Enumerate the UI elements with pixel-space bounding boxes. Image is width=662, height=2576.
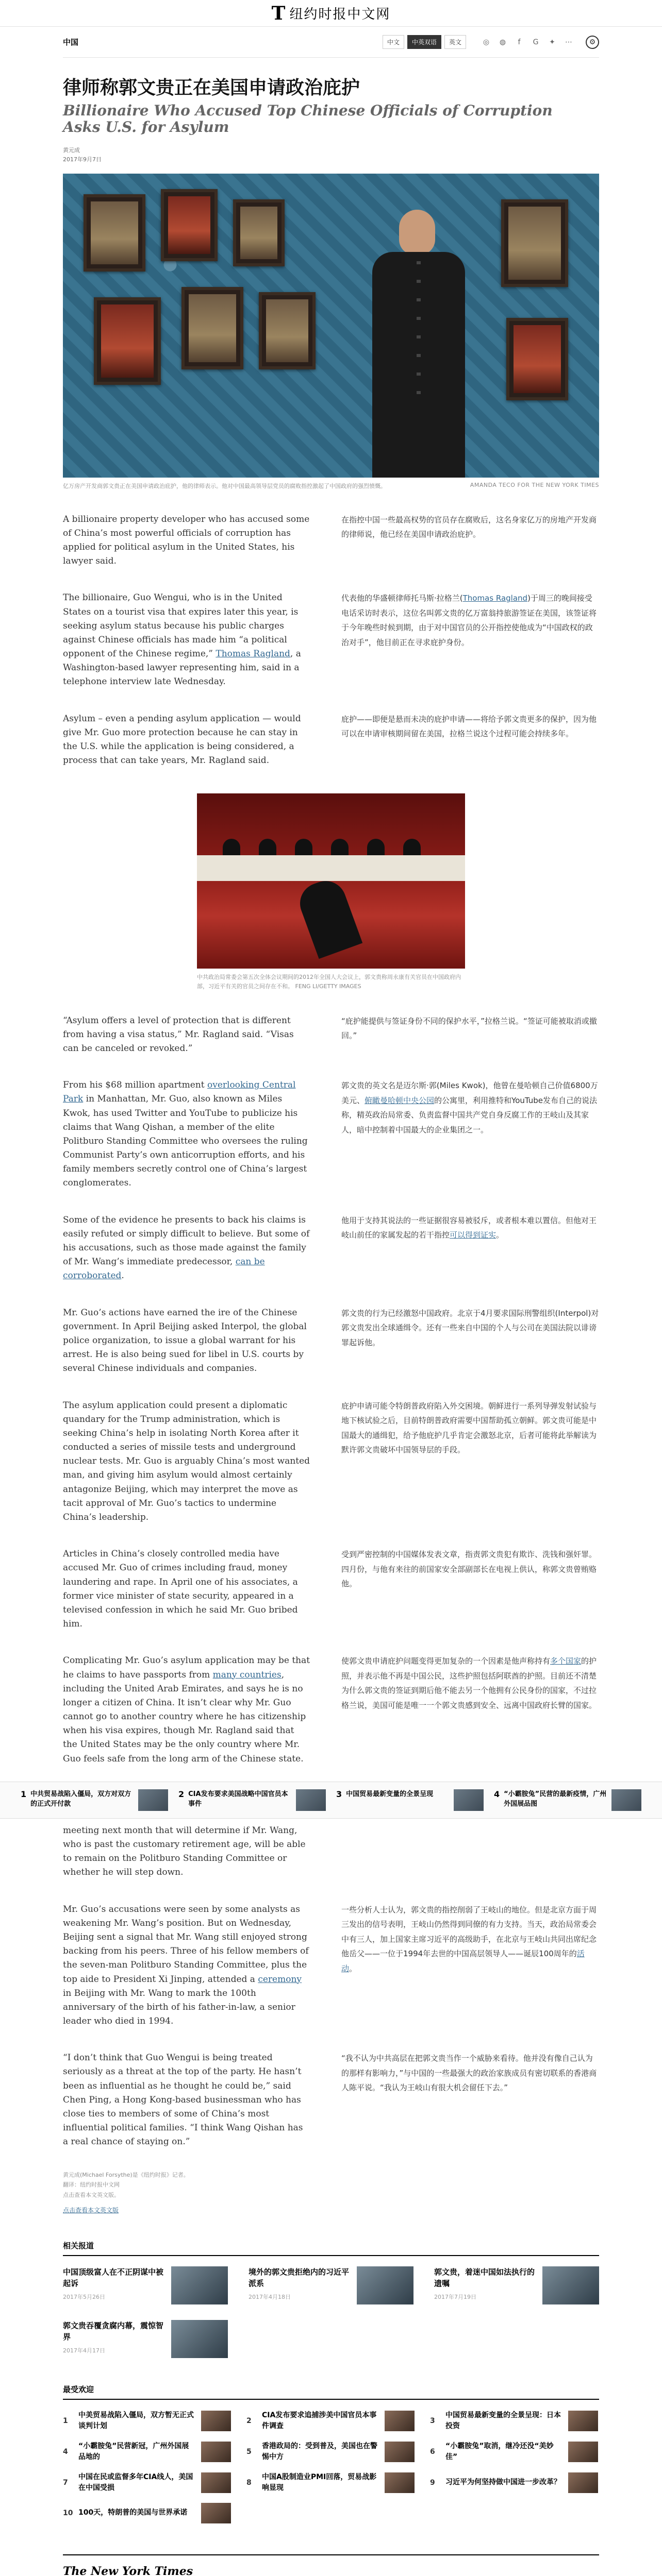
popular-thumbnail xyxy=(568,2472,598,2493)
author-name[interactable]: 黄元成 xyxy=(63,147,80,154)
paragraph-zh: 一些分析人士认为，郭文贵的指控削弱了王岐山的地位。但是北京方面于周三发出的信号表明，王岐山仍然得到同僚的有力支持。当天，政治局常委会中有三人，加上国家主席习近平的高级助手，在北京与王岐山共同出席纪念他岳父——一位于1994年去世的中国高层领导人——诞辰100周年的活动。 xyxy=(341,1905,597,1973)
paragraph-zh xyxy=(341,1824,599,1880)
paragraph-pair xyxy=(63,712,599,768)
popular-thumbnail xyxy=(385,2442,415,2462)
related-thumbnail xyxy=(171,2320,228,2358)
paragraph-pair xyxy=(63,1824,599,1880)
many-countries-link-zh[interactable]: 多个国家 xyxy=(550,1656,582,1666)
lead-photo-credit: AMANDA TECO FOR THE NEW YORK TIMES xyxy=(470,481,599,488)
mid-photo xyxy=(197,793,465,969)
popular-item[interactable]: 8 中国A股制造业PMI回落，贸易战影响显现 xyxy=(246,2472,415,2494)
lang-english-button[interactable]: 英文 xyxy=(444,35,466,49)
related-thumbnail xyxy=(542,2266,599,2304)
reco-item[interactable]: 2 CIA发布要求美国战略中国官员本事件 xyxy=(178,1789,326,1811)
popular-item[interactable]: 3 中国贸易最新变量的全景呈现：日本投资 xyxy=(430,2410,598,2432)
share-bar xyxy=(482,38,573,46)
corroborated-link-zh[interactable]: 可以得到证实 xyxy=(450,1230,496,1240)
related-grid xyxy=(63,2266,599,2358)
paragraph-zh: “我不认为中共高层在把郭文贵当作一个威胁来看待。他并没有像自己认为的那样有影响力，”与中国的一些最强大的政治家族成员有密切联系的香港商人陈平说。“我认为王岐山有很大机会留任下去。” xyxy=(341,2054,597,2093)
portrait-figure xyxy=(362,205,475,478)
popular-item[interactable]: 4 “小霸胺兔”民营新冠，广州外国展品地的 xyxy=(63,2441,231,2463)
paragraph-en: The asylum application could present a diplomatic quandary for the Trump administration, which is seeking China’s help in isolating North Korea after it conducted a series of missile tests and underground nuclear tests. Mr. Guo is arguably China’s most wanted man, and giving him asylum would almost certainly antagonize Beijing, which may interpret the move as tacit approval of Mr. Guo’s tactics to undermine China’s leadership. xyxy=(63,1400,310,1522)
related-item[interactable]: 中国顶级富人在不正阴谋中被起诉 2017年5月26日 xyxy=(63,2266,228,2304)
ceremony-link-zh[interactable]: 活动 xyxy=(341,1949,585,1973)
article-toolbar xyxy=(63,27,599,58)
paragraph-pair xyxy=(63,1306,599,1376)
english-version-link-block xyxy=(63,2206,599,2214)
paragraph-pair xyxy=(63,591,599,689)
related-thumbnail xyxy=(357,2266,413,2304)
paragraph-zh: 郭文贵的英文名是迈尔斯·郭(Miles Kwok)，他曾在曼哈顿自己价值6800万美元、俯瞰曼哈顿中央公园的公寓里，利用推特和YouTube发布自己的说法称，精英政治局常委、负责监督中国共产党自身反腐工作的王岐山及其家人，暗中控制着中国最大的企业集团之一。 xyxy=(341,1081,598,1134)
paragraph-en: meeting next month that will determine if Mr. Wang, who is past the customary retirement age, will be able to remain on the Politburo Standing Committee or whether he will step down. xyxy=(63,1825,306,1878)
paragraph-en: Mr. Guo’s accusations were seen by some analysts as weakening Mr. Wang’s position. But on Wednesday, Beijing sent a signal that Mr. Wang still enjoyed strong backing from his peers. Three of his fellow members of the seven-man Politburo Standing Committee, plus the top aide to President Xi Jinping, attended a ceremony in Beijing with Mr. Wang to mark the 100th anniversary of the birth of his father-in-law, a senior leader who died in 1994. xyxy=(63,1904,309,2027)
headline-block xyxy=(63,58,599,164)
lead-caption xyxy=(63,482,599,490)
related-item[interactable]: 郭文贵吞覆贪腐内幕，震惊智界 2017年4月17日 xyxy=(63,2320,228,2358)
popular-thumbnail xyxy=(385,2472,415,2493)
byline xyxy=(63,146,599,164)
paragraph-en: “I don’t think that Guo Wengui is being treated seriously as a threat at the top of the party. He hasn’t been as influential as he thought he could be,” said Chen Ping, a Hong Kong-based businessman who has close ties to members of some of China’s most influential political families. “I think Wang Qishan has a real chance of staying on.” xyxy=(63,2053,303,2147)
english-version-link[interactable]: 点击查看本文英文版 xyxy=(63,2206,119,2214)
central-park-link-zh[interactable]: 俯瞰曼哈顿中央公园 xyxy=(365,1095,435,1105)
popular-item[interactable]: 6 “小霸胺兔”取消，继冷还没“美妙佳” xyxy=(430,2441,598,2463)
paragraph-pair xyxy=(63,1399,599,1525)
lead-photo xyxy=(63,174,599,478)
reco-thumbnail xyxy=(454,1789,484,1811)
paragraph-pair xyxy=(63,1547,599,1631)
paragraph-zh: 使郭文贵申请庇护问题变得更加复杂的一个因素是他声称持有多个国家的护照，并表示他不再是中国公民，这些护照包括阿联酋的护照。目前还不清楚为什么郭文贵的签证到期后他不能去另一个他拥有公民身份的国家，不过拉格兰说，美国可能是唯一一个郭文贵感到安全、远离中国政府长臂的国家。 xyxy=(341,1656,597,1710)
related-item[interactable]: 境外的郭文贵拒绝内的习近平派系 2017年4月18日 xyxy=(249,2266,413,2304)
popular-item[interactable]: 9 习近平为何坚持做中国进一步改革？ xyxy=(430,2472,598,2494)
footer-logo[interactable]: The New York Times xyxy=(63,2564,193,2576)
settings-gear-icon[interactable]: ⚙ xyxy=(586,36,599,49)
paragraph-pair xyxy=(63,513,599,569)
section-label[interactable]: 中国 xyxy=(63,38,79,47)
reco-thumbnail xyxy=(138,1789,168,1811)
article xyxy=(63,58,599,1766)
mid-figure xyxy=(197,793,465,991)
paragraph-zh: “庇护能提供与签证身份不同的保护水平，”拉格兰说。“签证可能被取消或撤回。” xyxy=(341,1016,597,1041)
recommendation-bar xyxy=(0,1782,662,1819)
paragraph-en: “Asylum offers a level of protection that is different from having a visa status,” Mr. Ragland said. “Visas can be canceled or revoked.” xyxy=(63,1015,294,1054)
lead-caption-text: 亿万房产开发商郭文贵正在美国申请政治庇护，他的律师表示。他对中国最高领导层党员的腐败指控激起了中国政府的强烈愤慨。 xyxy=(63,482,386,489)
author-note: 黄元成(Michael Forsythe)是《纽约时报》记者。 翻译：纽约时报中文网 点击查看本文英文版。 xyxy=(63,2171,189,2199)
popular-thumbnail xyxy=(568,2411,598,2431)
paragraph-pair xyxy=(63,1213,599,1283)
site-footer xyxy=(63,2554,599,2576)
more-icon[interactable]: ⋯ xyxy=(565,38,572,46)
paragraph-en: Mr. Guo’s actions have earned the ire of the Chinese government. In April Beijing asked Interpol, the global police organization, to issue a global warrant for his arrest. He is also being sued for libel in U.S. courts by several Chinese individuals and companies. xyxy=(63,1307,307,1374)
mid-caption xyxy=(197,973,465,991)
paragraph-pair xyxy=(63,1654,599,1766)
popular-title: 最受欢迎 xyxy=(63,2384,599,2400)
paragraph-en: Some of the evidence he presents to back his claims is easily refuted or simply difficult to believe. But some of his accusations, such as those made against the family of Mr. Wang’s immediate predecessor, can be corroborated. xyxy=(63,1214,310,1281)
lang-bilingual-button[interactable]: 中英双语 xyxy=(407,35,441,49)
many-countries-link[interactable]: many countries xyxy=(212,1669,282,1680)
popular-item[interactable]: 10 100天，特朗普的美国与世界承诺 xyxy=(63,2503,231,2523)
reco-thumbnail xyxy=(296,1789,326,1811)
paragraph-zh: 代表他的华盛顿律师托马斯·拉格兰(Thomas Ragland)于周三的晚间接受电话采访时表示，这位名叫郭文贵的亿万富翁持旅游签证在美国，该签证将于今年晚些时候到期，由于对中国官员的公开指控使他成为“中国政权的政治对手”，他目前正在寻求庇护身份。 xyxy=(341,594,597,647)
popular-thumbnail xyxy=(385,2411,415,2431)
paragraph-en: From his $68 million apartment overlooking Central Park in Manhattan, Mr. Guo, also known as Miles Kwok, has used Twitter and YouTube to publicize his claims that Wang Qishan, a member of the elite Politburo Standing Committee who oversees the ruling Communist Party’s own anticorruption efforts, and his family members secretly control one of China’s largest conglomerates. xyxy=(63,1080,308,1189)
site-logo[interactable] xyxy=(272,3,391,24)
popular-thumbnail xyxy=(201,2472,231,2493)
article-continued xyxy=(63,1824,599,2523)
masthead xyxy=(0,0,662,27)
popular-thumbnail xyxy=(201,2442,231,2462)
popular-thumbnail xyxy=(201,2411,231,2431)
facebook-icon[interactable]: f xyxy=(518,38,521,46)
popular-thumbnail xyxy=(568,2442,598,2462)
popular-list xyxy=(63,2410,599,2523)
mid-photo-credit: FENG LI/GETTY IMAGES xyxy=(295,982,361,990)
paragraph-en: A billionaire property developer who has accused some of China’s most powerful officials of corruption has applied for political asylum in the United States, his lawyer said. xyxy=(63,514,310,567)
paragraph-en: Asylum – even a pending asylum application — would give Mr. Guo more protection because he can stay in the U.S. while the application is being considered, a process that can take years, Mr. Ragland said. xyxy=(63,713,301,766)
ragland-link[interactable]: Thomas Ragland xyxy=(216,649,290,659)
publish-date: 2017年9月7日 xyxy=(63,156,102,163)
lead-figure xyxy=(63,174,599,490)
paragraph-zh: 郭文贵的行为已经激怒中国政府。北京于4月要求国际刑警组织(Interpol)对郭文贵发出全球通缉令。还有一些来自中国的个人与公司在美国法院以诽谤罪起诉他。 xyxy=(341,1308,599,1347)
popular-item[interactable]: 2 CIA发布要求追捕涉美中国官员本事件调查 xyxy=(246,2410,415,2432)
ragland-link-zh[interactable]: Thomas Ragland xyxy=(462,594,528,603)
paragraph-pair xyxy=(63,1903,599,2029)
popular-item[interactable]: 7 中国在民或监督多年CIA线人，美国在中国受损 xyxy=(63,2472,231,2494)
reco-item[interactable]: 1 中共贸易战陷入僵局，双方对双方的正式开付款 xyxy=(21,1789,168,1811)
paragraph-pair xyxy=(63,1078,599,1191)
wechat-icon[interactable]: ◍ xyxy=(499,38,506,46)
twitter-icon[interactable]: ✦ xyxy=(549,38,555,46)
google-plus-icon[interactable]: G xyxy=(533,38,539,46)
paragraph-en: Articles in China’s closely controlled media have accused Mr. Guo of crimes including fraud, money laundering and rape. In April one of his associates, a former vice minister of state security, appeared in a televised confession in which he said Mr. Guo bribed him. xyxy=(63,1549,298,1630)
headline-zh: 律师称郭文贵正在美国申请政治庇护 xyxy=(63,77,360,98)
weibo-icon[interactable]: ◎ xyxy=(483,38,490,46)
paragraph-zh: 庇护——即便是悬而未决的庇护申请——将给予郭文贵更多的保护，因为他可以在申请审核期间留在美国，拉格兰说这个过程可能会持续多年。 xyxy=(341,714,597,739)
ceremony-link[interactable]: ceremony xyxy=(258,1974,302,1985)
paragraph-zh: 庇护申请可能令特朗普政府陷入外交困境。朝鲜进行一系列导弹发射试验与地下核试验之后，目前特朗普政府需要中国帮助孤立朝鲜。郭文贵可能是中国最大的通缉犯，给予他庇护几乎肯定会激怒北京，后者可能将此举解读为默许郭文贵破坏中国领导层的手段。 xyxy=(341,1401,597,1454)
paragraph-zh: 在指控中国一些最高权势的官员存在腐败后，这名身家亿万的房地产开发商的律师说，他已经在美国申请政治庇护。 xyxy=(341,515,597,539)
central-park-link[interactable]: overlooking Central Park xyxy=(63,1080,296,1105)
paragraph-pair xyxy=(63,1014,599,1056)
mid-caption-text: 中共政治局常委会第五次全体会议期间的2012年全国人大会议上，郭文贵称周永康有关官员在中国政府内部，习近平有关的官员之间存在不和。 xyxy=(197,974,461,990)
lang-chinese-button[interactable]: 中文 xyxy=(383,35,404,49)
paragraph-pair xyxy=(63,2051,599,2149)
related-title: 相关报道 xyxy=(63,2240,599,2256)
logo-mark: T xyxy=(271,2,287,24)
logo-text: 纽约时报中文网 xyxy=(289,7,391,22)
popular-item[interactable]: 1 中美贸易战陷入僵局，双方暂无正式谈判计划 xyxy=(63,2410,231,2432)
reco-thumbnail xyxy=(611,1789,641,1811)
popular-item[interactable]: 5 香港政局的：受到普及，美国也在警惕中方 xyxy=(246,2441,415,2463)
language-switch xyxy=(383,35,466,49)
paragraph-zh: 受到严密控制的中国媒体发表文章，指责郭文贵犯有欺诈、洗钱和强奸罪。四月份，与他有来往的前国家安全部副部长在电视上供认，称郭文贵曾贿赂他。 xyxy=(341,1550,597,1589)
popular-thumbnail xyxy=(201,2503,231,2523)
related-item[interactable]: 郭文贵，着迷中国如法执行的遗嘱 2017年7月19日 xyxy=(434,2266,599,2304)
paragraph-en: Complicating Mr. Guo’s asylum application may be that he claims to have passports from many countries, including the United Arab Emirates, and says he is no longer a citizen of China. It isn’t clear why Mr. Guo cannot go to another country where he has citizenship when his visa expires, though Mr. Ragland said that the United States may be the only country where Mr. Guo feels safe from the long arm of the Chinese state. xyxy=(63,1655,310,1764)
related-thumbnail xyxy=(171,2266,228,2304)
corroborated-link[interactable]: can be corroborated xyxy=(63,1257,265,1281)
paragraph-en: The billionaire, Guo Wengui, who is in the United States on a tourist visa that expires later this year, is seeking asylum status because his public charges against Chinese officials has made him “a political opponent of the Chinese regime,” Thomas Ragland, a Washington-based lawyer representing him, said in a telephone interview late Wednesday. xyxy=(63,592,301,687)
paragraph-zh: 他用于支持其说法的一些证据很容易被驳斥，或者根本难以置信。但他对王岐山前任的家属发起的若干指控可以得到证实。 xyxy=(341,1215,597,1240)
headline-en: Billionaire Who Accused Top Chinese Officials of Corruption Asks U.S. for Asylum xyxy=(63,102,553,136)
reco-item[interactable]: 3 中国贸易最新变量的全景呈现 xyxy=(336,1789,484,1811)
reco-item[interactable]: 4 “小霸胺兔”民营的最新疫情，广州外国展品图 xyxy=(494,1789,641,1811)
